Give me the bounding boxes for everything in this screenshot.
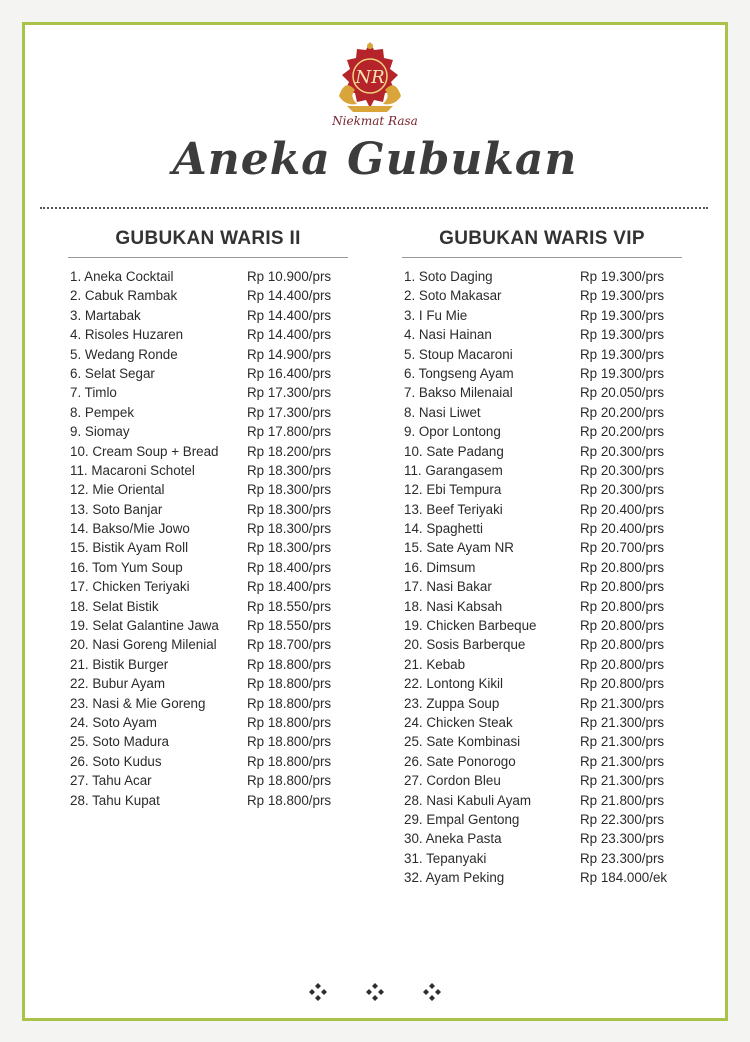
- menu-item-name: 14. Spaghetti: [404, 521, 483, 537]
- menu-item-price: Rp 20.800/prs: [580, 637, 665, 653]
- menu-item-name: 2. Cabuk Rambak: [70, 288, 178, 304]
- menu-item-price: Rp 18.300/prs: [247, 462, 332, 478]
- menu-item: [404, 752, 690, 771]
- menu-item-price: Rp 17.800/prs: [247, 424, 332, 440]
- menu-item-price: Rp 20.800/prs: [580, 676, 665, 692]
- menu-item-price: Rp 21.300/prs: [580, 714, 665, 730]
- menu-item-price: Rp 20.800/prs: [580, 618, 665, 634]
- menu-item-price: Rp 10.900/prs: [247, 269, 332, 284]
- menu-item: [70, 674, 357, 693]
- menu-item-name: 22. Bubur Ayam: [70, 676, 166, 692]
- menu-item-price: Rp 18.550/prs: [247, 618, 332, 634]
- menu-item-name: 1. Soto Daging: [404, 269, 493, 284]
- menu-list-waris-vip: [404, 267, 690, 888]
- menu-item-price: Rp 18.400/prs: [247, 579, 332, 595]
- menu-item-price: Rp 18.800/prs: [247, 773, 332, 789]
- menu-item-name: 4. Nasi Hainan: [404, 327, 492, 343]
- menu-item: [404, 771, 690, 790]
- menu-item: [404, 403, 690, 422]
- menu-item-name: 16. Dimsum: [404, 559, 476, 575]
- menu-item: [404, 345, 690, 364]
- menu-item-price: Rp 18.300/prs: [247, 501, 332, 517]
- page-title: Aneka Gubukan: [172, 134, 578, 185]
- menu-item-price: Rp 18.550/prs: [247, 598, 332, 614]
- menu-item-price: Rp 23.300/prs: [580, 850, 665, 866]
- menu-item-name: 18. Selat Bistik: [70, 598, 159, 614]
- menu-item-name: 8. Nasi Liwet: [404, 404, 481, 420]
- menu-item: [404, 325, 690, 344]
- menu-item-price: Rp 19.300/prs: [580, 365, 665, 381]
- menu-item: [404, 422, 690, 441]
- menu-item: [404, 791, 690, 810]
- menu-item-price: Rp 20.050/prs: [580, 385, 665, 401]
- menu-item-name: 5. Wedang Ronde: [70, 346, 178, 362]
- menu-item-price: Rp 21.300/prs: [580, 695, 665, 711]
- menu-item-name: 18. Nasi Kabsah: [404, 598, 503, 614]
- menu-item-name: 28. Nasi Kabuli Ayam: [404, 792, 532, 808]
- menu-item-price: Rp 21.800/prs: [580, 792, 665, 808]
- menu-item-name: 22. Lontong Kikil: [404, 676, 504, 692]
- menu-item-price: Rp 18.800/prs: [247, 734, 332, 750]
- menu-item-price: Rp 20.200/prs: [580, 424, 665, 440]
- menu-item: [70, 325, 357, 344]
- menu-item: [404, 577, 690, 596]
- menu-item: [70, 732, 357, 751]
- menu-item: [404, 500, 690, 519]
- menu-item: [404, 442, 690, 461]
- menu-item-price: Rp 20.800/prs: [580, 579, 665, 595]
- menu-item-name: 8. Pempek: [70, 404, 135, 420]
- menu-item-price: Rp 19.300/prs: [580, 327, 665, 343]
- menu-item-name: 7. Timlo: [70, 385, 117, 401]
- menu-item-name: 11. Macaroni Schotel: [70, 462, 195, 478]
- menu-item-name: 1. Aneka Cocktail: [70, 269, 174, 284]
- menu-item-name: 19. Selat Galantine Jawa: [70, 618, 219, 634]
- menu-item-name: 32. Ayam Peking: [404, 870, 505, 886]
- menu-item-price: Rp 20.400/prs: [580, 521, 665, 537]
- menu-item: [70, 538, 357, 557]
- menu-item: [404, 655, 690, 674]
- menu-item: [404, 267, 690, 286]
- menu-item: [70, 597, 357, 616]
- menu-item-name: 10. Cream Soup + Bread: [70, 443, 219, 459]
- menu-item-name: 19. Chicken Barbeque: [404, 618, 537, 634]
- menu-item-price: Rp 21.300/prs: [580, 734, 665, 750]
- menu-item: [404, 849, 690, 868]
- menu-item: [404, 616, 690, 635]
- menu-item-price: Rp 20.300/prs: [580, 482, 665, 498]
- menu-item-name: 11. Garangasem: [404, 462, 503, 478]
- diamond-cluster-icon: [366, 983, 384, 1001]
- menu-item-price: Rp 18.300/prs: [247, 521, 332, 537]
- menu-item-name: 21. Bistik Burger: [70, 656, 169, 672]
- logo-monogram: NR: [355, 67, 385, 88]
- menu-item: [70, 480, 357, 499]
- menu-item-name: 15. Sate Ayam NR: [404, 540, 514, 556]
- menu-item: [70, 558, 357, 577]
- menu-item-price: Rp 19.300/prs: [580, 307, 665, 323]
- menu-item: [70, 519, 357, 538]
- menu-item: [404, 383, 690, 402]
- menu-item-name: 16. Tom Yum Soup: [70, 559, 183, 575]
- menu-item-name: 30. Aneka Pasta: [404, 831, 502, 847]
- menu-item-price: Rp 184.000/ek: [580, 870, 668, 886]
- menu-item-name: 10. Sate Padang: [404, 443, 504, 459]
- menu-item: [70, 791, 357, 810]
- menu-item: [404, 306, 690, 325]
- menu-item: [70, 442, 357, 461]
- menu-item-price: Rp 22.300/prs: [580, 811, 665, 827]
- menu-item-price: Rp 18.800/prs: [247, 792, 332, 808]
- menu-item-name: 6. Tongseng Ayam: [404, 365, 514, 381]
- menu-item-price: Rp 20.800/prs: [580, 598, 665, 614]
- menu-item: [404, 732, 690, 751]
- menu-item-name: 3. Martabak: [70, 307, 141, 323]
- menu-item-price: Rp 18.400/prs: [247, 559, 332, 575]
- menu-item: [404, 461, 690, 480]
- menu-item-name: 23. Nasi & Mie Goreng: [70, 695, 206, 711]
- menu-item-name: 12. Mie Oriental: [70, 482, 165, 498]
- menu-item: [404, 674, 690, 693]
- menu-item: [70, 364, 357, 383]
- menu-item-name: 21. Kebab: [404, 656, 466, 672]
- menu-item-name: 20. Nasi Goreng Milenial: [70, 637, 217, 653]
- menu-item-price: Rp 16.400/prs: [247, 365, 332, 381]
- menu-item: [70, 422, 357, 441]
- menu-item-name: 26. Sate Ponorogo: [404, 753, 516, 769]
- menu-item-name: 6. Selat Segar: [70, 365, 155, 381]
- menu-item-price: Rp 20.800/prs: [580, 656, 665, 672]
- menu-item-name: 24. Soto Ayam: [70, 714, 157, 730]
- menu-item: [70, 345, 357, 364]
- menu-item: [404, 480, 690, 499]
- menu-item: [70, 655, 357, 674]
- menu-item: [404, 694, 690, 713]
- menu-item: [70, 286, 357, 305]
- menu-item-name: 2. Soto Makasar: [404, 288, 502, 304]
- menu-item-price: Rp 18.700/prs: [247, 637, 332, 653]
- menu-item-name: 15. Bistik Ayam Roll: [70, 540, 189, 556]
- menu-item-name: 17. Chicken Teriyaki: [70, 579, 190, 595]
- menu-item-price: Rp 21.300/prs: [580, 753, 665, 769]
- menu-item-price: Rp 18.300/prs: [247, 482, 332, 498]
- menu-item-price: Rp 14.400/prs: [247, 288, 332, 304]
- menu-item-name: 24. Chicken Steak: [404, 714, 513, 730]
- menu-item-name: 25. Soto Madura: [70, 734, 170, 750]
- menu-item-name: 17. Nasi Bakar: [404, 579, 492, 595]
- menu-item: [404, 597, 690, 616]
- menu-item: [70, 616, 357, 635]
- menu-item: [70, 694, 357, 713]
- menu-item-name: 23. Zuppa Soup: [404, 695, 500, 711]
- menu-list-waris-ii: [70, 267, 357, 810]
- menu-item-name: 27. Cordon Bleu: [404, 773, 501, 789]
- section-underline: [68, 257, 348, 258]
- menu-item-price: Rp 18.200/prs: [247, 443, 332, 459]
- menu-item: [70, 752, 357, 771]
- menu-item-name: 13. Soto Banjar: [70, 501, 163, 517]
- menu-item: [70, 635, 357, 654]
- menu-item-price: Rp 19.300/prs: [580, 346, 665, 362]
- menu-item: [70, 403, 357, 422]
- menu-item-price: Rp 20.400/prs: [580, 501, 665, 517]
- menu-item: [70, 306, 357, 325]
- menu-item-price: Rp 20.300/prs: [580, 462, 665, 478]
- menu-item-price: Rp 18.800/prs: [247, 676, 332, 692]
- section-underline: [402, 257, 682, 258]
- menu-item: [404, 519, 690, 538]
- menu-item-name: 5. Stoup Macaroni: [404, 346, 513, 362]
- menu-item: [404, 829, 690, 848]
- menu-item-price: Rp 14.900/prs: [247, 346, 332, 362]
- menu-item: [70, 771, 357, 790]
- menu-item: [404, 713, 690, 732]
- menu-item: [70, 577, 357, 596]
- menu-item-name: 31. Tepanyaki: [404, 850, 487, 866]
- menu-item-price: Rp 20.800/prs: [580, 559, 665, 575]
- diamond-cluster-icon: [309, 983, 327, 1001]
- menu-item-price: Rp 18.800/prs: [247, 695, 332, 711]
- menu-item: [404, 558, 690, 577]
- menu-item: [404, 810, 690, 829]
- menu-item-price: Rp 23.300/prs: [580, 831, 665, 847]
- menu-item-price: Rp 19.300/prs: [580, 269, 665, 284]
- niekmat-rasa-logo-icon: [327, 38, 413, 118]
- menu-item-price: Rp 14.400/prs: [247, 307, 332, 323]
- menu-item: [70, 267, 357, 286]
- menu-item: [70, 500, 357, 519]
- menu-item-name: 14. Bakso/Mie Jowo: [70, 521, 190, 537]
- menu-item: [404, 286, 690, 305]
- menu-item-name: 28. Tahu Kupat: [70, 792, 160, 808]
- menu-item-price: Rp 21.300/prs: [580, 773, 665, 789]
- menu-item: [404, 538, 690, 557]
- menu-item-price: Rp 20.200/prs: [580, 404, 665, 420]
- diamond-cluster-icon: [423, 983, 441, 1001]
- menu-item: [70, 713, 357, 732]
- menu-item-name: 20. Sosis Barberque: [404, 637, 526, 653]
- menu-item: [70, 461, 357, 480]
- menu-item-price: Rp 14.400/prs: [247, 327, 332, 343]
- menu-item-name: 9. Opor Lontong: [404, 424, 501, 440]
- menu-item-price: Rp 18.800/prs: [247, 753, 332, 769]
- menu-item-name: 27. Tahu Acar: [70, 773, 152, 789]
- menu-item-name: 13. Beef Teriyaki: [404, 501, 503, 517]
- menu-item-price: Rp 18.300/prs: [247, 540, 332, 556]
- menu-item-price: Rp 17.300/prs: [247, 404, 332, 420]
- menu-item: [404, 635, 690, 654]
- menu-item-price: Rp 18.800/prs: [247, 714, 332, 730]
- menu-item-name: 4. Risoles Huzaren: [70, 327, 184, 343]
- menu-item-price: Rp 20.700/prs: [580, 540, 665, 556]
- section-heading-waris-ii: GUBUKAN WARIS II: [115, 228, 301, 249]
- footer-ornaments: [300, 980, 450, 1004]
- menu-item-name: 26. Soto Kudus: [70, 753, 162, 769]
- menu-item-price: Rp 19.300/prs: [580, 288, 665, 304]
- menu-item-price: Rp 20.300/prs: [580, 443, 665, 459]
- dotted-divider: [40, 207, 708, 209]
- menu-item-price: Rp 17.300/prs: [247, 385, 332, 401]
- menu-item-name: 3. I Fu Mie: [404, 307, 468, 323]
- menu-item: [70, 383, 357, 402]
- menu-item: [404, 868, 690, 887]
- menu-item-name: 29. Empal Gentong: [404, 811, 520, 827]
- menu-item-price: Rp 18.800/prs: [247, 656, 332, 672]
- brand-name: Niekmat Rasa: [332, 114, 418, 128]
- menu-item-name: 25. Sate Kombinasi: [404, 734, 521, 750]
- menu-item-name: 7. Bakso Milenaial: [404, 385, 513, 401]
- menu-item-name: 9. Siomay: [70, 424, 130, 440]
- menu-item: [404, 364, 690, 383]
- section-heading-waris-vip: GUBUKAN WARIS VIP: [439, 228, 645, 249]
- menu-item-name: 12. Ebi Tempura: [404, 482, 502, 498]
